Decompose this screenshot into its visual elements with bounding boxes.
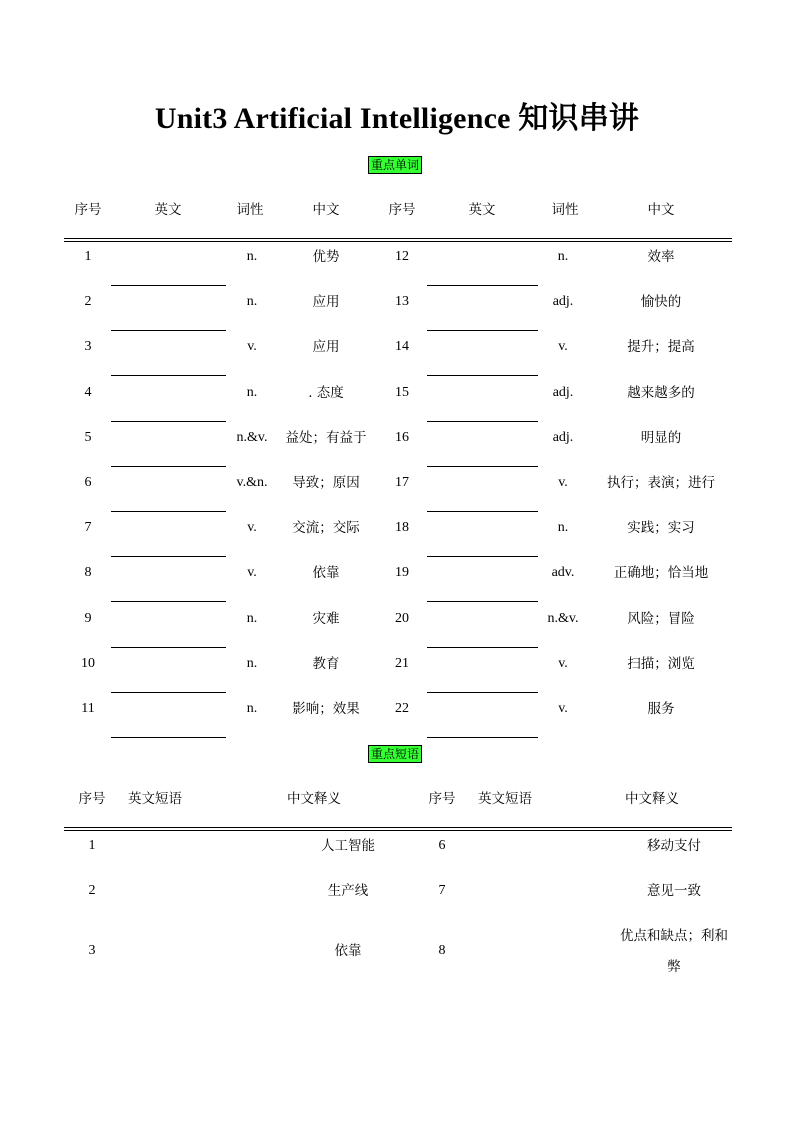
vocab-pos-right: n. <box>557 249 569 264</box>
vocab-cn-left: 应用 <box>312 339 340 355</box>
vocab-answer-blank-left[interactable] <box>111 556 226 557</box>
vocab-answer-blank-left[interactable] <box>111 511 226 512</box>
vocab-header-pos-right: 词性 <box>551 202 579 218</box>
vocab-header-rule-bottom <box>64 241 732 242</box>
phrase-no-right: 6 <box>438 838 446 853</box>
vocab-pos-left: v.&n. <box>236 475 268 490</box>
vocab-pos-right: v. <box>558 701 568 716</box>
vocab-cn-right: 服务 <box>647 701 675 717</box>
vocab-cn-right: 愉快的 <box>640 294 682 310</box>
vocab-answer-blank-right[interactable] <box>427 285 538 286</box>
vocab-no-right: 15 <box>395 385 409 400</box>
phrase-no-left: 1 <box>88 838 96 853</box>
vocab-pos-left: v. <box>247 339 257 354</box>
vocab-no-right: 17 <box>395 475 409 490</box>
vocab-header-pos-left: 词性 <box>236 202 264 218</box>
phrase-header-cn-right: 中文释义 <box>625 791 679 807</box>
vocab-answer-blank-right[interactable] <box>427 330 538 331</box>
phrase-answer-blank-right[interactable] <box>470 834 600 858</box>
vocab-answer-blank-right[interactable] <box>427 692 538 693</box>
phrase-header-rule-top <box>64 827 732 828</box>
vocab-no-right: 19 <box>395 565 409 580</box>
vocab-answer-blank-right[interactable] <box>427 737 538 738</box>
vocab-answer-blank-left[interactable] <box>111 647 226 648</box>
vocab-no-right: 13 <box>395 294 409 309</box>
vocab-header-cn-right: 中文 <box>647 202 675 218</box>
vocab-pos-right: n.&v. <box>547 611 579 626</box>
vocab-pos-right: n. <box>557 520 569 535</box>
phrase-answer-blank-left[interactable] <box>118 879 248 903</box>
phrase-cn-right: 移动支付 <box>647 838 701 854</box>
vocab-cn-left: 优势 <box>312 249 340 265</box>
vocab-answer-blank-left[interactable] <box>111 330 226 331</box>
vocab-no-left: 10 <box>81 656 95 671</box>
phrase-cn-left: 依靠 <box>334 943 362 959</box>
vocab-header-rule-top <box>64 238 732 239</box>
vocab-cn-left: 影响；效果 <box>292 701 360 717</box>
vocab-no-right: 12 <box>395 249 409 264</box>
phrase-header-no-left: 序号 <box>78 791 106 807</box>
vocab-pos-left: n. <box>246 611 258 626</box>
vocab-cn-left: 导致；原因 <box>292 475 360 491</box>
vocab-no-right: 18 <box>395 520 409 535</box>
vocab-pos-left: n. <box>246 656 258 671</box>
vocab-answer-blank-right[interactable] <box>427 601 538 602</box>
phrase-header-rule-bottom <box>64 830 732 831</box>
vocab-cn-right: 效率 <box>647 249 675 265</box>
vocab-cn-left: 交流；交际 <box>292 520 360 536</box>
vocab-no-left: 8 <box>84 565 92 580</box>
vocab-cn-left: . 态度 <box>308 385 344 401</box>
phrase-cn-right: 意见一致 <box>647 883 701 899</box>
vocab-cn-left: 依靠 <box>312 565 340 581</box>
vocab-pos-left: n. <box>246 385 258 400</box>
phrase-header-cn-left: 中文释义 <box>287 791 341 807</box>
vocab-cn-left: 教育 <box>312 656 340 672</box>
vocab-cn-right: 越来越多的 <box>627 385 695 401</box>
phrase-header-en-right: 英文短语 <box>478 791 532 807</box>
vocab-no-left: 5 <box>84 430 92 445</box>
vocab-pos-right: adj. <box>552 385 574 400</box>
vocab-pos-left: v. <box>247 520 257 535</box>
vocab-answer-blank-left[interactable] <box>111 375 226 376</box>
phrase-cn-left: 生产线 <box>327 883 369 899</box>
phrase-answer-blank-right[interactable] <box>470 879 600 903</box>
vocab-no-right: 16 <box>395 430 409 445</box>
phrase-answer-blank-left[interactable] <box>118 834 248 858</box>
vocab-header-no-right: 序号 <box>388 202 416 218</box>
phrase-cn-right: 优点和缺点；利和弊 <box>620 928 728 975</box>
phrase-section-badge: 重点短语 <box>368 745 422 763</box>
vocab-header-en-right: 英文 <box>468 202 496 218</box>
vocab-pos-right: adj. <box>552 430 574 445</box>
vocab-no-right: 14 <box>395 339 409 354</box>
vocab-pos-left: v. <box>247 565 257 580</box>
vocab-answer-blank-left[interactable] <box>111 601 226 602</box>
vocab-answer-blank-left[interactable] <box>111 737 226 738</box>
vocab-cn-right: 扫描；浏览 <box>627 656 695 672</box>
vocab-cn-left: 灾难 <box>312 611 340 627</box>
vocab-no-left: 11 <box>81 701 95 716</box>
vocab-answer-blank-right[interactable] <box>427 511 538 512</box>
phrase-answer-blank-right[interactable] <box>470 939 600 963</box>
vocab-answer-blank-left[interactable] <box>111 466 226 467</box>
vocab-no-right: 20 <box>395 611 409 626</box>
vocab-answer-blank-right[interactable] <box>427 556 538 557</box>
vocab-cn-left: 应用 <box>312 294 340 310</box>
page-title: Unit3 Artificial Intelligence 知识串讲 <box>154 102 640 135</box>
vocab-answer-blank-right[interactable] <box>427 466 538 467</box>
vocab-no-left: 1 <box>84 249 92 264</box>
vocab-answer-blank-right[interactable] <box>427 375 538 376</box>
vocab-cn-right: 执行；表演；进行 <box>607 475 715 491</box>
vocab-header-en-left: 英文 <box>154 202 182 218</box>
vocab-pos-right: adj. <box>552 294 574 309</box>
vocab-pos-right: v. <box>558 475 568 490</box>
vocab-no-right: 21 <box>395 656 409 671</box>
vocab-pos-left: n. <box>246 294 258 309</box>
vocab-cn-right: 正确地；恰当地 <box>613 565 709 581</box>
vocab-header-cn-left: 中文 <box>312 202 340 218</box>
vocab-header-no-left: 序号 <box>74 202 102 218</box>
vocab-cn-right: 提升；提高 <box>627 339 695 355</box>
vocab-answer-blank-right[interactable] <box>427 421 538 422</box>
vocab-cn-right: 明显的 <box>640 430 682 446</box>
vocab-pos-right: adv. <box>551 565 575 580</box>
phrase-header-en-left: 英文短语 <box>128 791 182 807</box>
vocab-no-right: 22 <box>395 701 409 716</box>
vocab-pos-left: n. <box>246 701 258 716</box>
vocab-answer-blank-left[interactable] <box>111 421 226 422</box>
phrase-header-no-right: 序号 <box>428 791 456 807</box>
vocab-cn-right: 实践；实习 <box>627 520 695 536</box>
vocab-no-left: 2 <box>84 294 92 309</box>
phrase-no-left: 2 <box>88 883 96 898</box>
vocab-pos-left: n. <box>246 249 258 264</box>
vocab-cn-right: 风险；冒险 <box>627 611 695 627</box>
vocab-no-left: 4 <box>84 385 92 400</box>
vocab-answer-blank-right[interactable] <box>427 647 538 648</box>
vocab-pos-left: n.&v. <box>236 430 268 445</box>
vocab-no-left: 9 <box>84 611 92 626</box>
vocab-section-badge: 重点单词 <box>368 156 422 174</box>
vocab-answer-blank-left[interactable] <box>111 285 226 286</box>
phrase-no-right: 8 <box>438 943 446 958</box>
vocab-no-left: 7 <box>84 520 92 535</box>
vocab-answer-blank-left[interactable] <box>111 692 226 693</box>
phrase-no-right: 7 <box>438 883 446 898</box>
vocab-pos-right: v. <box>558 339 568 354</box>
phrase-cn-left: 人工智能 <box>321 838 375 854</box>
vocab-no-left: 6 <box>84 475 92 490</box>
phrase-no-left: 3 <box>88 943 96 958</box>
vocab-pos-right: v. <box>558 656 568 671</box>
phrase-answer-blank-left[interactable] <box>118 939 248 963</box>
vocab-cn-left: 益处；有益于 <box>285 430 367 446</box>
vocab-no-left: 3 <box>84 339 92 354</box>
